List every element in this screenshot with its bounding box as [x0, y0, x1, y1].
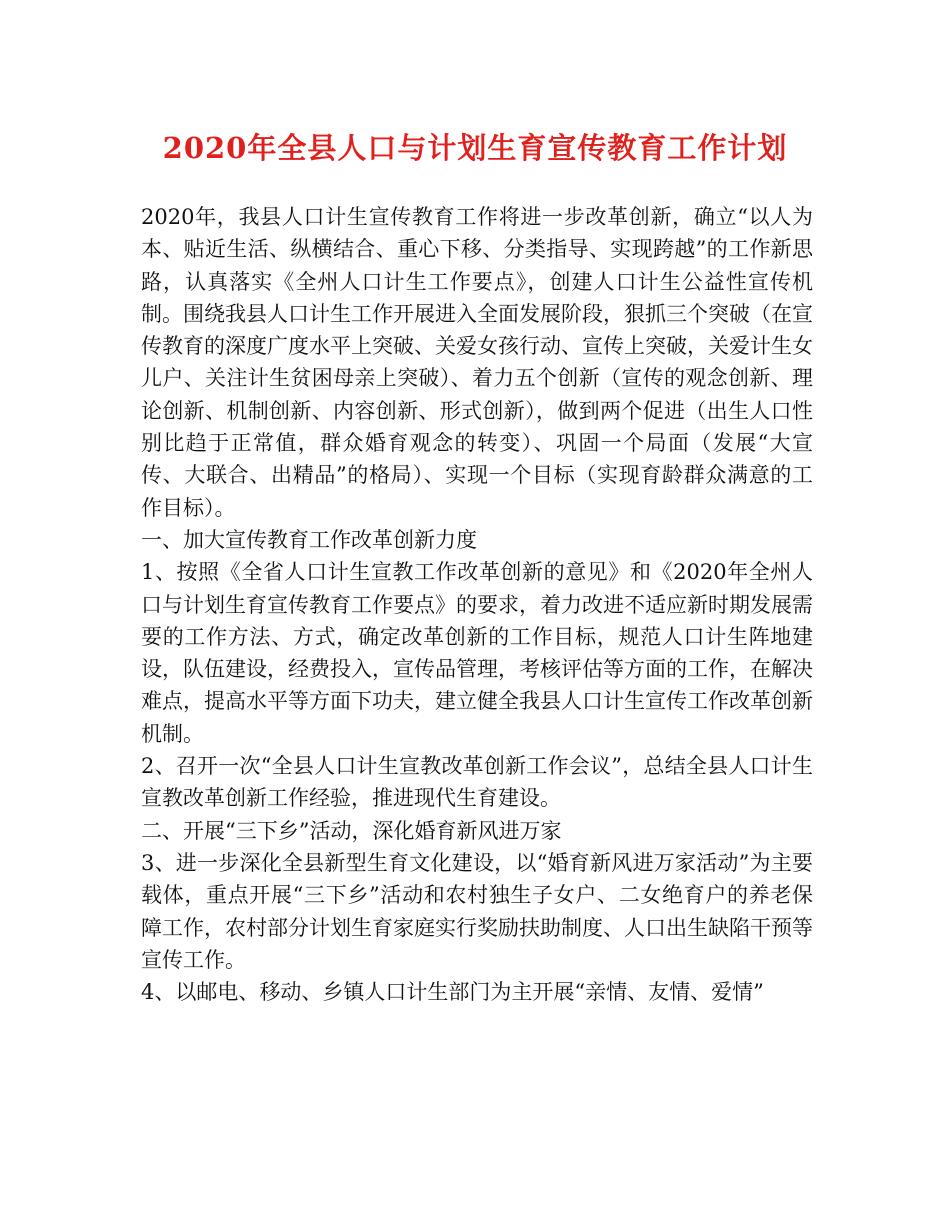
- intro-paragraph: 2020年，我县人口计生宣传教育工作将进一步改革创新，确立“以人为本、贴近生活、纵横结合、重心下移、分类指导、实现跨越”的工作新思路，认真落实《全州人口计生工作要点》，创建人口计生公益性宣传机制。围绕我县人口计生工作开展进入全面发展阶段，狠抓三个突破（在宣传教育的深度广度水平上突破、关爱女孩行动、宣传上突破，关爱计生女儿户、关注计生贫困母亲上突破）、着力五个创新（宣传的观念创新、理论创新、机制创新、内容创新、形式创新），做到两个促进（出生人口性别比趋于正常值，群众婚育观念的转变）、巩固一个局面（发展“大宣传、大联合、出精品”的格局）、实现一个目标（实现育龄群众满意的工作目标）。: [141, 205, 813, 520]
- section-heading-2: 二、开展“三下乡”活动，深化婚育新风进万家: [141, 818, 562, 843]
- item-paragraph-1: 1、按照《全省人口计生宣教工作改革创新的意见》和《2020年全州人口与计划生育宣传教育工作要点》的要求，着力改进不适应新时期发展需要的工作方法、方式，确定改革创新的工作目标，规范人口计生阵地建设，队伍建设，经费投入，宣传品管理，考核评估等方面的工作，在解决难点，提高水平等方面下功夫，建立健全我县人口计生宣传工作改革创新机制。: [141, 560, 813, 746]
- item-paragraph-3: 3、进一步深化全县新型生育文化建设，以“婚育新风进万家活动”为主要载体，重点开展“三下乡”活动和农村独生子女户、二女绝育户的养老保障工作，农村部分计划生育家庭实行奖励扶助制度、人口出生缺陷干预等宣传工作。: [141, 850, 813, 972]
- document-body: [141, 201, 813, 1008]
- document-title: 2020年全县人口与计划生育宣传教育工作计划: [162, 131, 788, 165]
- item-paragraph-4: 4、以邮电、移动、乡镇人口计生部门为主开展“亲情、友情、爱情”: [141, 980, 764, 1005]
- section-heading-1: 一、加大宣传教育工作改革创新力度: [141, 527, 477, 552]
- item-paragraph-2: 2、召开一次“全县人口计生宣教改革创新工作会议”，总结全县人口计生宣教改革创新工作经验，推进现代生育建设。: [141, 754, 813, 811]
